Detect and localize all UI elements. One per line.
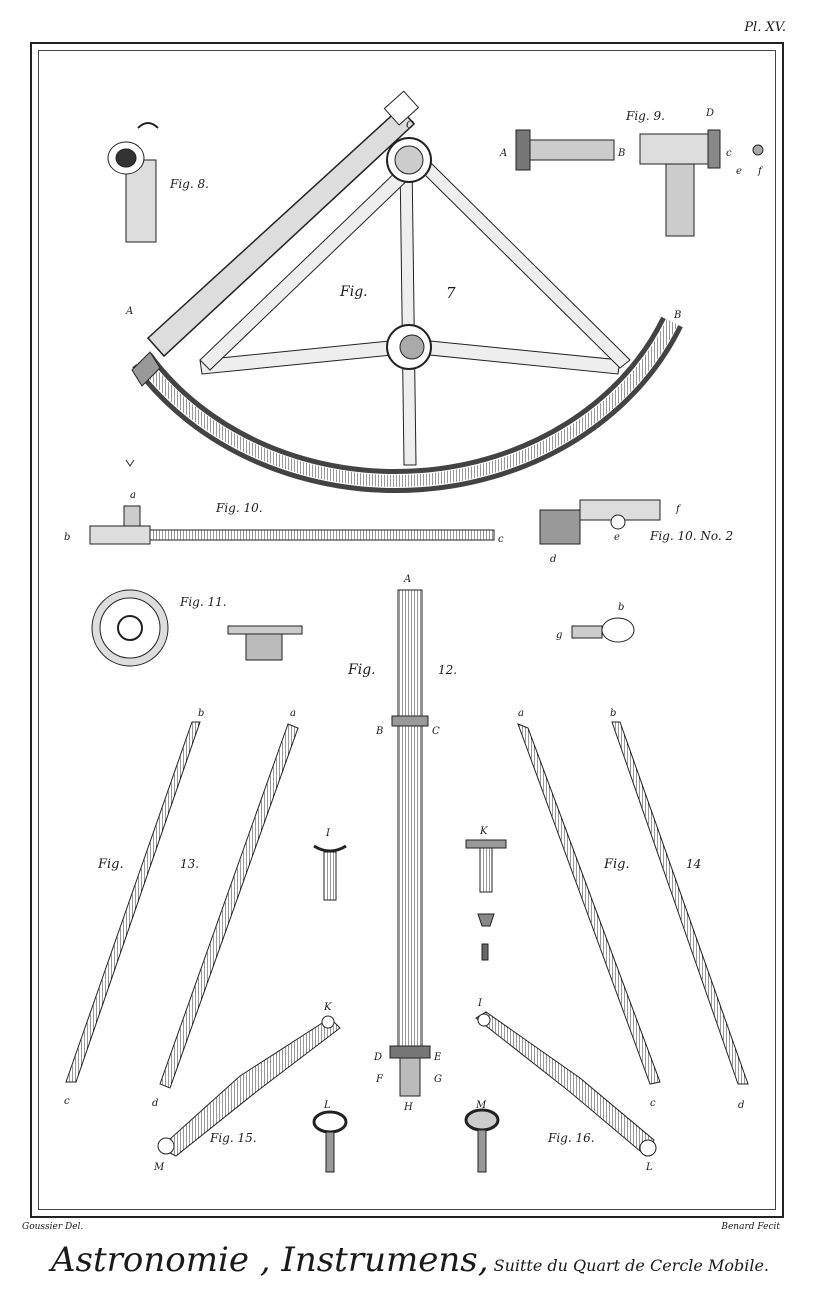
- fig7-label: Fig.: [340, 284, 368, 300]
- screw-K: [466, 840, 506, 960]
- fig10-no2-letter-f: f: [676, 504, 680, 515]
- fig9-letter-f: f: [758, 166, 762, 177]
- fig15-letter-K: K: [324, 1002, 332, 1013]
- key-letter-L: L: [324, 1100, 331, 1111]
- fig9-letter-B: B: [618, 148, 626, 159]
- key-letter-M: M: [476, 1100, 487, 1111]
- fig14-number: 14: [686, 857, 702, 871]
- fig8-socket: [108, 123, 158, 242]
- fig9-label: Fig. 9.: [626, 109, 665, 123]
- credit-draughtsman: Goussier Del.: [22, 1222, 84, 1232]
- fig14-legs: [518, 722, 748, 1084]
- fig12-column: [390, 590, 430, 1096]
- fig12-letter-G: G: [434, 1074, 442, 1085]
- fig15-label: Fig. 15.: [210, 1131, 257, 1145]
- fig13-letter-a: a: [290, 708, 296, 719]
- fig9-letter-A: A: [500, 148, 508, 159]
- fig13-letter-c: c: [64, 1096, 70, 1107]
- fig15-letter-M: M: [154, 1162, 165, 1173]
- fig14-letter-a: a: [518, 708, 524, 719]
- fig16-label: Fig. 16.: [548, 1131, 595, 1145]
- fig16-letter-L: L: [646, 1162, 653, 1173]
- fig7-letter-B: B: [674, 310, 682, 321]
- fig16-letter-I: I: [478, 998, 482, 1009]
- screw-I: [314, 846, 346, 900]
- fig12-label: Fig.: [348, 662, 376, 678]
- fig8-label: Fig. 8.: [170, 177, 209, 191]
- plate-number: Pl. XV.: [744, 20, 786, 35]
- fig10-letter-a: a: [130, 490, 136, 501]
- fig12-letter-D: D: [374, 1052, 383, 1063]
- fig14-letter-c: c: [650, 1098, 656, 1109]
- plate-title-main: Astronomie , Instrumens,: [50, 1240, 489, 1280]
- fig10-no2-letter-d: d: [550, 554, 557, 565]
- fig12-letter-A: A: [404, 574, 412, 585]
- fig9-letter-e: e: [736, 166, 742, 177]
- fig9-letter-c: c: [726, 148, 732, 159]
- fig10-no2-label: Fig. 10. No. 2: [650, 529, 734, 543]
- fig12-number: 12.: [438, 663, 458, 677]
- fig11-label: Fig. 11.: [180, 595, 227, 609]
- fig10-no2-clamp: [540, 500, 660, 544]
- fig9-letter-D: D: [706, 108, 715, 119]
- fig12-letter-F: F: [376, 1074, 383, 1085]
- fig14-label: Fig.: [604, 857, 630, 872]
- fig-g-ring: [572, 618, 634, 642]
- screw-letter-I: I: [326, 828, 330, 839]
- key-M: [466, 1110, 498, 1172]
- plate-title-sub: Suitte du Quart de Cercle Mobile.: [493, 1256, 769, 1275]
- fig7-letter-C: C: [406, 120, 414, 131]
- key-L: [314, 1112, 346, 1172]
- fig10-label: Fig. 10.: [216, 501, 263, 515]
- fig7-number: 7: [446, 284, 456, 302]
- fig13-label: Fig.: [98, 857, 124, 872]
- fig13-letter-d: d: [152, 1098, 159, 1109]
- fig10-no2-letter-e: e: [614, 532, 620, 543]
- fig12-letter-H: H: [404, 1102, 413, 1113]
- fig-g-letter-b: b: [618, 602, 625, 613]
- credit-engraver: Benard Fecit: [721, 1222, 780, 1232]
- fig-g-letter-g: g: [556, 630, 563, 641]
- fig13-letter-b: b: [198, 708, 205, 719]
- fig12-letter-E: E: [434, 1052, 442, 1063]
- fig14-letter-b: b: [610, 708, 617, 719]
- screw-letter-K: K: [480, 826, 488, 837]
- plate-title: [0, 1240, 820, 1280]
- fig10-letter-c: c: [498, 534, 504, 545]
- fig10-letter-b: b: [64, 532, 71, 543]
- fig9-parts: [516, 130, 763, 236]
- fig14-letter-d: d: [738, 1100, 745, 1111]
- fig12-letter-C: C: [432, 726, 440, 737]
- fig12-letter-B: B: [376, 726, 384, 737]
- fig7-letter-A: A: [126, 306, 134, 317]
- fig13-number: 13.: [180, 857, 200, 871]
- fig13-legs: [66, 722, 298, 1088]
